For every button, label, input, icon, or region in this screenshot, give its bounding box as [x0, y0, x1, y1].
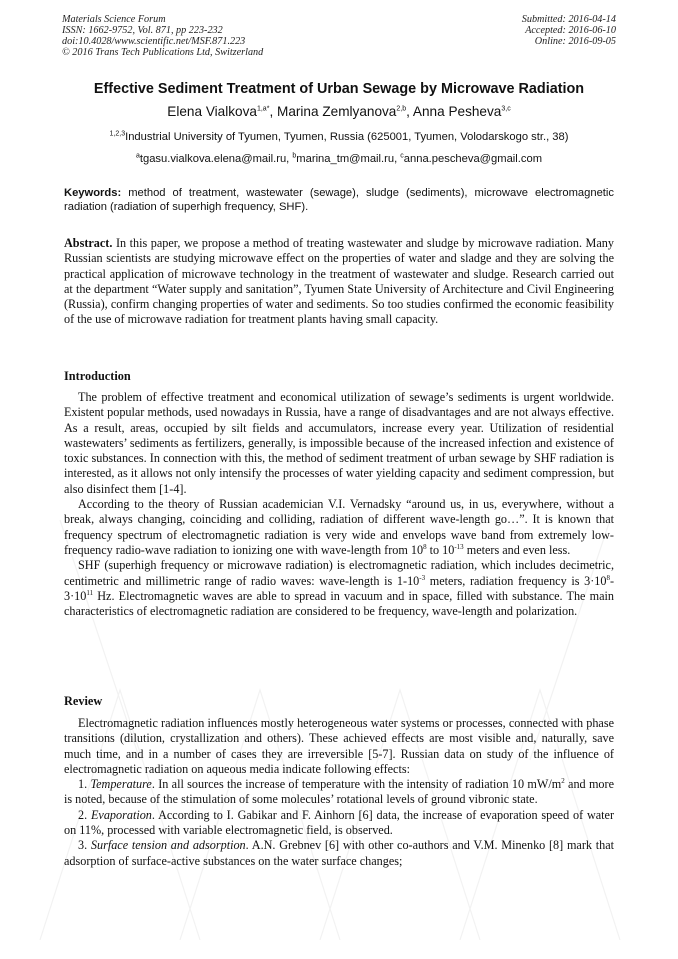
copyright-line: © 2016 Trans Tech Publications Ltd, Switzerland — [62, 47, 264, 59]
paragraph: Electromagnetic radiation influences mostly heterogeneous water systems or processes, connected with phase transitions (dilution, crystallization and others). These achieved effects are most visible and, naturally, save much time, and in a number of cases they are irreversible [5-7]. Russian data on study of the influence of electromagnetic radiation on aqueous media indicate following effects: — [64, 716, 614, 776]
paper-title: Effective Sediment Treatment of Urban Sewage by Microwave Radiation — [93, 81, 585, 97]
email-link[interactable]: marina_tm@mail.ru, — [296, 153, 401, 165]
accepted-date: Accepted: 2016-06-10 — [525, 25, 616, 37]
abstract-text: In this paper, we propose a method of treating wastewater and sludge by microwave radiation. Many Russian scientists are studying microwave effect on the properties of water and sladge and they are solving the practical application of microwave technology in the treatment of wastewater and sludge. Research carried out at the department “Water supply and sanitation”, Tyumen State University of Architecture and Civil Engineering (Russia), confirm changing properties of water and sediments. So too studies confirmed the economic feasibility of the use of microwave radiation for treatment plants having small capacity. — [64, 236, 614, 327]
author-name: Elena Vialkova — [167, 104, 257, 119]
abstract-label: Abstract. — [64, 236, 113, 250]
keywords — [64, 187, 614, 214]
introduction-body — [64, 390, 614, 619]
email-sup: b — [292, 152, 297, 160]
abstract — [64, 236, 614, 328]
email-link[interactable]: anna.pescheva@gmail.com — [403, 153, 543, 165]
item-term: Surface tension and adsorption — [90, 838, 246, 853]
affiliation-text: Industrial University of Tyumen, Tyumen, Russia (625001, Tyumen, Volodarskogo str., 38) — [125, 131, 569, 143]
author-name: Anna Pesheva — [412, 104, 502, 119]
text-run: SHF (superhigh frequency or microwave radiation) is electromagnetic radiation, which includes decimetric, centimetric and millimetric range of radio waves: wave-length is 1-10 — [64, 558, 614, 588]
author-sup: 3,c — [501, 105, 511, 113]
author-sup: 1,a* — [256, 105, 270, 113]
journal-name: Materials Science Forum — [62, 14, 166, 25]
text-run: to 10 — [426, 542, 455, 557]
superscript: 8 — [606, 573, 610, 582]
author-list — [0, 103, 678, 120]
text-run: and more is noted, because of the stimulation of some molecules’ rotational levels of ground vibronic state. — [64, 777, 614, 807]
author-separator: , — [406, 104, 413, 119]
dates-info — [522, 14, 616, 47]
author-separator: , — [269, 104, 277, 119]
issn-line: ISSN: 1662-9752, Vol. 871, pp 223-232 — [62, 25, 223, 37]
item-term: Temperature — [90, 777, 152, 792]
email-link[interactable]: tgasu.vialkova.elena@mail.ru, — [139, 153, 293, 165]
superscript: -3 — [419, 573, 426, 582]
text-run: -3·10 — [64, 573, 615, 603]
email-sup: c — [400, 152, 404, 160]
item-number: 1. — [78, 777, 91, 792]
item-number: 2. — [78, 807, 91, 822]
doi-line: doi:10.4028/www.scientific.net/MSF.871.223 — [62, 36, 246, 48]
author-name: Marina Zemlyanova — [277, 104, 397, 119]
text-run: According to the theory of Russian academician V.I. Vernadsky “around us, in us, everywhere, without a break, always changing, coinciding and colliding, radiation of different wave-length go…”. It is known that frequency spectrum of electromagnetic radiation is very wide and envelops wave band from extremely low-frequency radio-wave radiation to ionizing one with wave-length from 10 — [64, 497, 614, 557]
list-item — [64, 777, 614, 808]
review-body — [64, 716, 614, 869]
item-number: 3. — [78, 838, 91, 853]
superscript: 11 — [86, 588, 94, 597]
section-heading: Review — [64, 694, 103, 708]
text-run: meters, radiation frequency is 3·10 — [425, 573, 607, 588]
email-list — [0, 152, 678, 166]
paragraph — [64, 497, 614, 558]
section-heading: Introduction — [64, 369, 131, 383]
text-run: meters and even less. — [463, 542, 571, 557]
submitted-date: Submitted: 2016-04-14 — [521, 14, 616, 25]
affiliation-sup: 1,2,3 — [109, 130, 126, 138]
item-term: Evaporation — [90, 807, 152, 822]
email-sup: a — [135, 152, 140, 160]
text-run: Hz. Electromagnetic waves are able to spread in vacuum and in space, filled with substance. The main characteristics of electromagnetic radiation are considered to be frequency, wave-length and polarization. — [64, 588, 614, 619]
text-run: . A.N. Grebnev [6] with other co-authors and V.M. Minenko [8] mark that adsorption of surface-active substances on the water surface changes; — [64, 838, 614, 868]
paragraph: The problem of effective treatment and economical utilization of sewage’s sediments is urgent worldwide. Existent popular methods, used nowadays in Russia, have a range of disadvantages and are not always effective. As a result, areas, occupied by silt fields and accumulators, increase every year. Utilization of residential wastewaters’ sediments as fertilizers, generally, is impossible because of the increased infection and existence of toxic substances. In connection with this, the method of sediment treatment of urban sewage by SHF radiation is interested, as it allows not only intensify the processes of water yielding capacity and sediment compression, but also disinfect them [1-4]. — [64, 390, 614, 496]
list-item — [64, 808, 614, 839]
list-item — [64, 838, 614, 869]
online-date: Online: 2016-09-05 — [534, 36, 616, 48]
author-sup: 2,b — [396, 105, 407, 113]
paragraph — [64, 558, 614, 619]
superscript: -13 — [454, 542, 464, 551]
superscript: 8 — [423, 542, 427, 551]
keywords-text: method of treatment, wastewater (sewage), sludge (sediments), microwave electromagnetic radiation (radiation of superhigh frequency, SHF). — [64, 187, 614, 213]
journal-info — [62, 14, 263, 58]
keywords-label: Keywords: — [64, 187, 122, 199]
text-run: . In all sources the increase of temperature with the intensity of radiation 10 mW/m — [151, 777, 562, 792]
affiliation — [0, 130, 678, 144]
superscript: 2 — [561, 777, 565, 786]
text-run: . According to I. Gabikar and F. Ainhorn [6] data, the increase of evaporation speed of water on 11%, processed with variable electromagnetic field, is observed. — [64, 807, 615, 838]
